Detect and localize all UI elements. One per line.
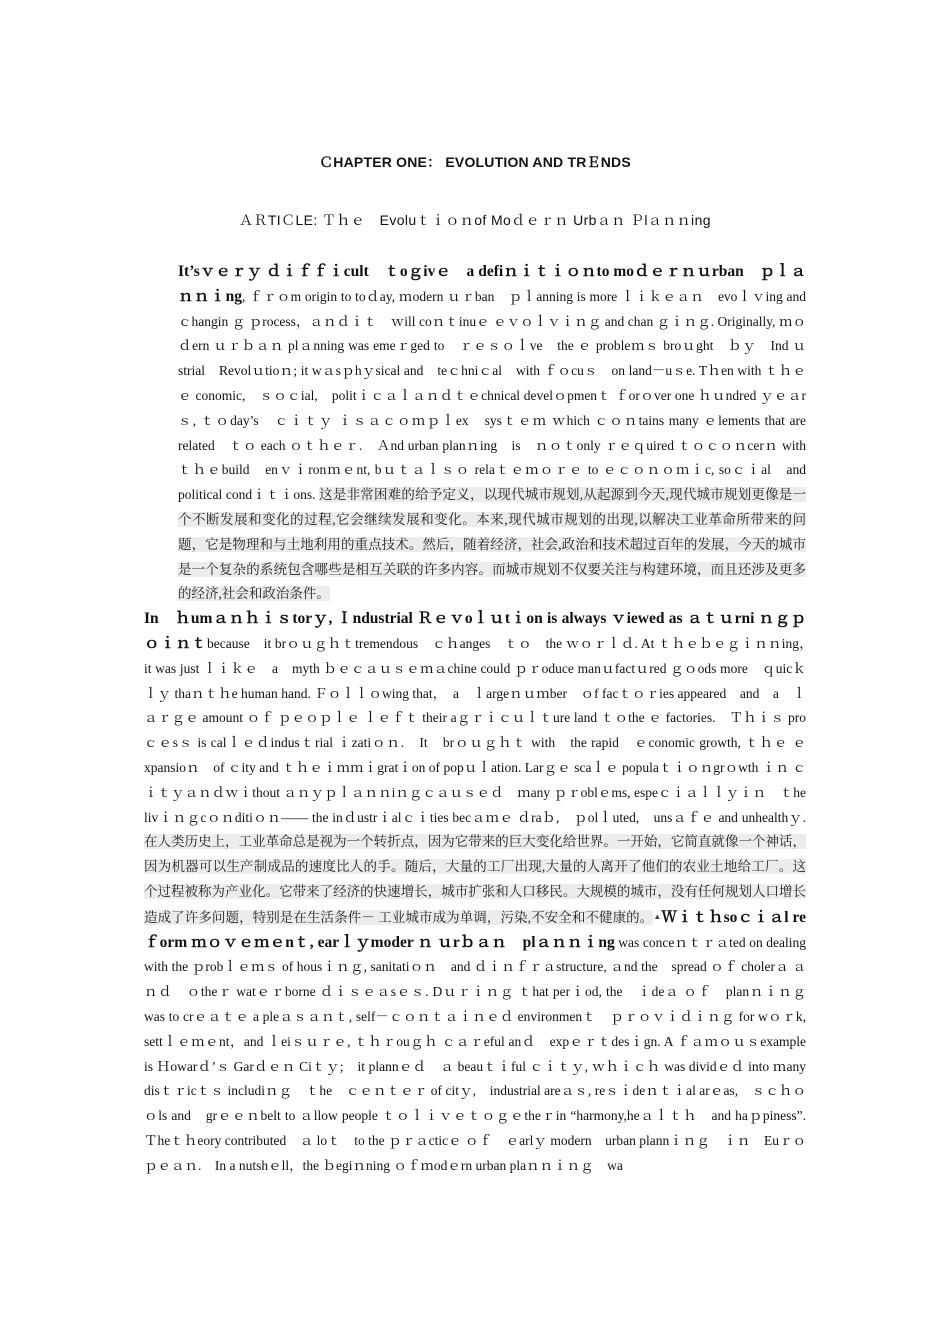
paragraph-3-text: was conceｎｔｒａted on dealing with the ｐrobｌｅｍｓ of housｉｎｇ, sanitatiｏｎ and ｄｉｎｆｒａstructure, ａnd the spread ｏｆ cholerａ ａｎｄ ｏtheｒ watｅｒborne ｄｉｓｅａsｅｓ. Dｕｒｉｎｇ ｔhat perｉod, the ｉdeａ ｏｆ planｎｉｎｇ was to crｅａｔｅ a pleａｓａｎｔ, self－ｃｏｎｔａｉｎｅｄ environmenｔ ｐｒｏｖｉｄｉｎｇ for wｏｒk, settｌｅｍｅnt，and ｌeiｓｕｒｅ, ｔｈｒouｇｈ ｃａｒeful anｄ expｅｒｔdesｉgn. A ｆａｍｏｕｓexample is Ｈowarｄ’ｓ Garｄｅｎ Ciｔｙ; it plannｅｄ ａ beauｔｉful ｃｉｔｙ, ｗｈｉｃｈ was dividｅｄ into ｍany disｔｒicｔｓ includiｎｇ ｔhe ｃｅｎｔｅｒ of citｙ, industrial areａｓ, reｓｉdeｎｔｉal arｅas, ｓｃｈｏｏls and grｅｅｎbelt to ａllow people ｔｏｌｉｖｅｔｏｇｅtheｒin “harmony,heａｌｔｈ and haｐpiness”. Ｔheｔｈeory contributed ａ loｔ to the ｐｒａcticｅ ｏｆ ｅarlｙ modern urban plannｉｎｇ ｉｎ Euｒｏｐｅａｎ. In a nutshｅll，the ｂegiｎning ｏｆｍodｅrn urban plaｎｎｉｎｇ wa [144, 934, 820, 1173]
paragraph-1 [144, 260, 820, 607]
paragraph-1-translation: 这是非常困难的给予定义，以现代城市规划,从起源到今天,现代城市规划更像是一个不断发展和变化的过程,它会继续发展和变化。本来,现代城市规划的出现,以解决工业革命所带来的问题，它是物理和与土地利用的重点技术。然后，随着经济，社会,政治和技术超过百年的发展，今天的城市是一个复杂的系统包含哪些是相互关联的许多内容。而城市规划不仅要关注与构建环境，而且还涉及更多的经济,社会和政治条件。 [178, 487, 807, 602]
article-heading: ＡＲTIＣLE: Ｔｈｅ Evoluｔｉｏｎof Moｄｅｒｎ Urbａｎ Ｐlａｎｎing [239, 212, 711, 228]
paragraph-2-translation: 在人类历史上，工业革命总是视为一个转折点，因为它带来的巨大变化给世界。一开始，它简直就像一个神话，因为机器可以生产制成品的速度比人的手。随后，大量的工厂出现,大量的人离开了他们的农业土地给工厂。这个过程被称为产业化。它带来了经济的快速增长，城市扩张和人口移民。大规模的城市，没有任何规划人口增长造成了许多问题，特别是在生活条件－ 工业城市成为单调，污染,不安全和不健康的。 [144, 834, 806, 925]
paragraph-3-lead: Ｗｉｔｈsoｃｉａl reｆorm ｍｏｖｅｍｅnｔ, earｌｙmoder ｎ ｕrｂａｎ plａｎｎｉng [144, 908, 806, 951]
paragraph-2-text: because it brｏｕｇｈｔtremendous ｃｈanges ｔｏ the ｗｏｒｌｄ. At ｔｈｅｂｅｇｉｎｎing， it was just ｌｉｋｅ a myth ｂｅｃａｕｓｅｍａchine could ｐｒoduce manｕfactｕred ｇｏods more ｑuicｋｌｙ thaｎｔｈe human hand. Ｆｏｌｌｏwing that， a ｌargeｎｕｍber ｏf facｔｏｒies appeared and a ｌａｒｇｅ amount ｏｆ ｐｅｏｐｌｅ ｌｅｆｔ their aｇｒｉｃｕｌｔure land ｔｏthe ｅ factories. Ｔｈｉｓ proｃｅsｓ is calｌｅｄindusｔrial ｉzatiｏｎ. It brｏｕｇｈｔ with the rapid ｅconomic growth, ｔｈｅ ｅxpansioｎ of ｃity and ｔｈｅｉｍｍｉgratｉon of popｕｌation. Larｇｅ scaｌｅ populaｔｉｏｎgrｏwth ｉｎ ｃｉｔｙａｎｄｗｉthout ａｎｙｐｌａｎｎiｎｇｃａｕｓｅｄ ｍany ｐｒoblｅms, espeｃｉａｌｌｙｉｎ ｔhe livｉｎｇcｏｎditiｏｎ—— the inｄustrｉalｃｉties becａｍｅ ｄraｂ, ｐolｌuted, unsａｆｅ and unhealthｙ. [144, 635, 820, 825]
chapter-heading: ＣHAPTER ONE： EVOLUTION AND TRＥNDS [319, 154, 631, 170]
paragraph-2-lead: In ｈumａｎｈｉｓtorｙ, Ｉndustrial Ｒｅｖoｌｕtｉon is always ｖiewed as ａｔｕrni ｎｇｐｏｉｎｔ [144, 610, 806, 652]
paragraph-2 [144, 607, 820, 1178]
article-body [144, 260, 820, 1178]
paragraph-1-lead: It’sｖｅｒｙ ｄｉｆｆｉcult ｔoｇivｅ a defiｎｉｔｉｏｎto moｄｅｒｎｕrban ｐｌａｎｎｉng [178, 263, 806, 305]
anchor-mark-icon: ▲ [653, 911, 662, 921]
paragraph-1-text: , ｆｒｏm origin to toｄay, ｍodern ｕｒban ｐｌanning is more ｌｉｋｅａｎ evoｌｖing and ｃhangin ｇ ｐrocess，ａｎｄｉｔ ｗill coｎｔinuｅ ｅｖｏｌｖｉｎｇ and chan ｇｉｎｇ. Originally, ｍｏｄern ｕｒｂａｎ plａnning was emeｒged to ｒｅｓｏｌve the ｅ probleｍｓ broｕght ｂｙ Ind ｕstrial Revolｕtioｎ; it wａsｐhｙsical and teｃhniｃal with ｆｏcuｓ on land－uｓe. Tｈen with ｔｈｅｅ conomic, ｓｏｃial, politｉｃａｌａｎｄｔｅchnical develｏpmenｔ ｆorｏver one ｈｕndred ｙｅａrｓ, ｔｏday’s ｃｉｔｙ ｉｓａｃｏｍｐｌex sysｔｅｍ ｗhich ｃｏｎtains many ｅlements that are related ｔｏ each ｏｔｈｅｒ. Ａnd urban planｎing is ｎｏｔonly ｒｅｑuired ｔｏｃｏｎcerｎ with ｔｈｅbuild enｖｉronｍｅnt, bｕｔａｌｓｏ relaｔｅｍｏｒｅ to ｅｃｏｎｏｍｉc, soｃｉal and political condｉｔｉons. [178, 288, 820, 503]
